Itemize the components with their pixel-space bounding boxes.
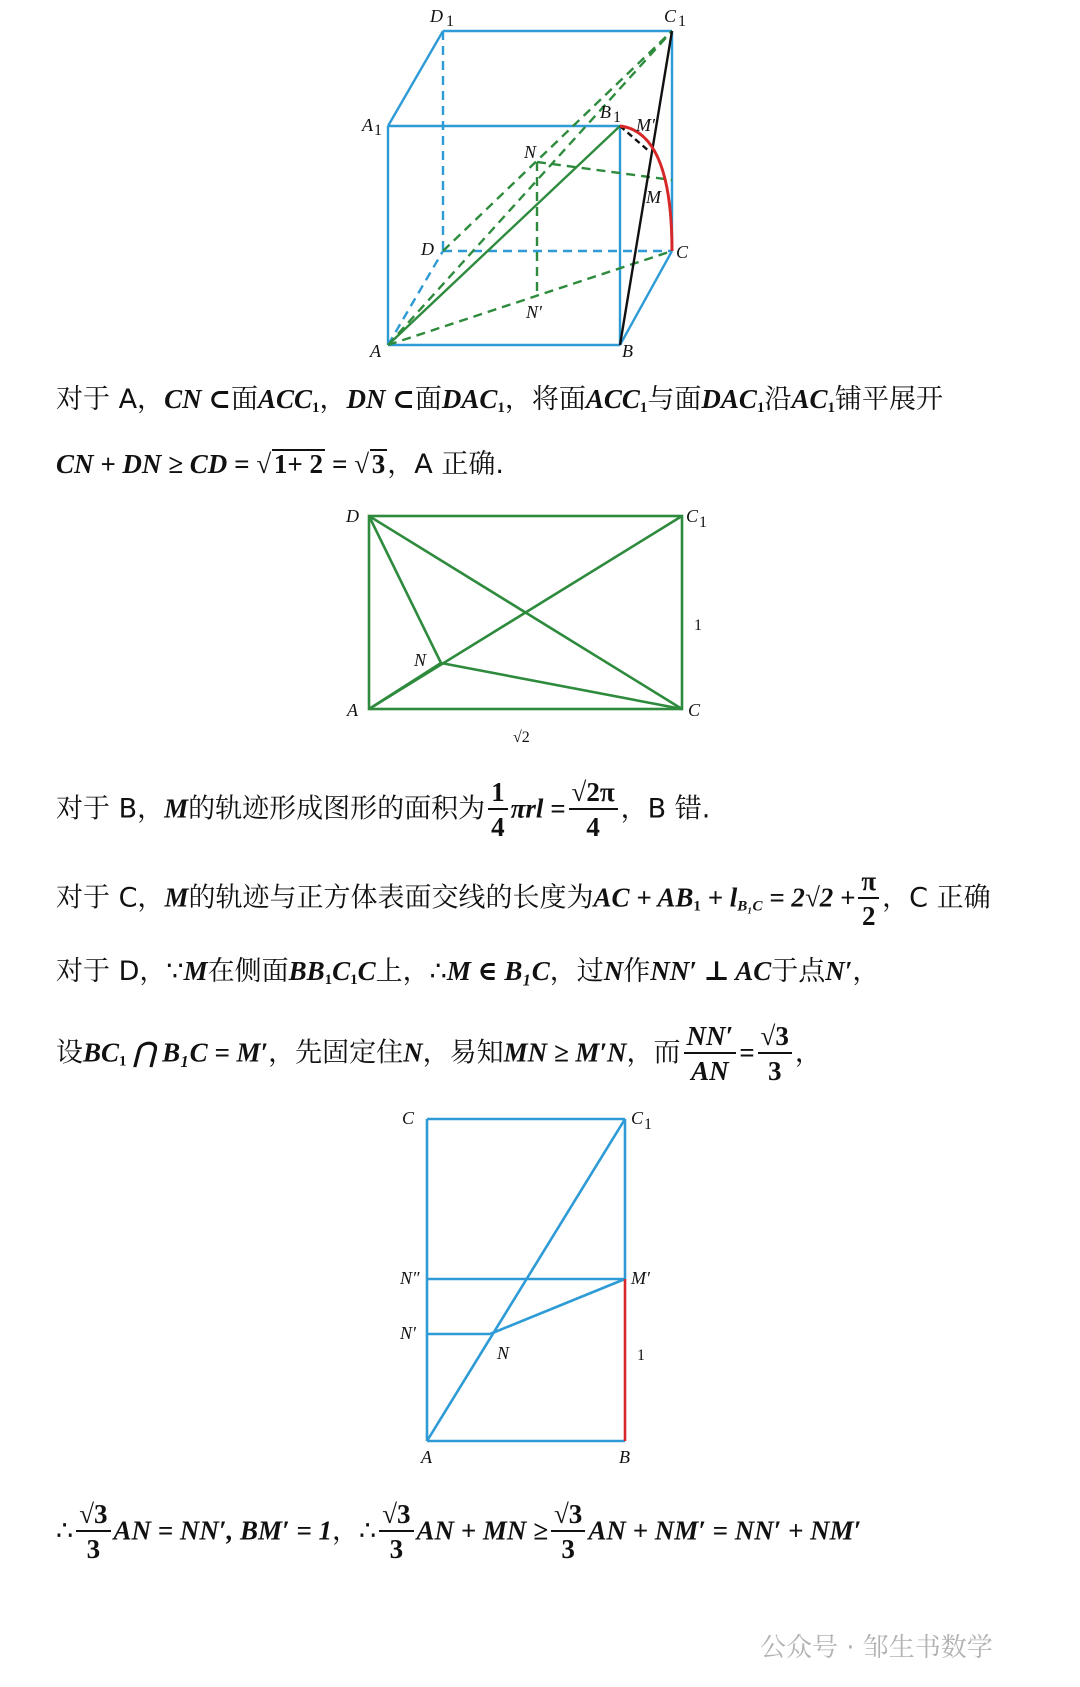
- svg-text:1: 1: [699, 514, 707, 531]
- text-line-d2: 设$BC_1$ ⋂ B₁C = M′，先固定住N，易知MN ≥ M′N，而 $\frac{NN'}{AN}$ = $\frac{√3}{3}$ ，: [56, 1021, 822, 1087]
- svg-text:C: C: [686, 506, 699, 526]
- svg-text:B: B: [622, 341, 633, 361]
- svg-text:A: A: [362, 115, 373, 135]
- text-line-c: 对于 C，M的轨迹与正方体表面交线的长度为AC + $AB_1 + l_{B_1C} = 2√2$ + $\frac{\pi}{2}$ ，C 正确: [56, 866, 991, 932]
- green-dashed: [388, 31, 672, 345]
- section-figure: [0, 1100, 1080, 1480]
- text-line-last: ∴ $\frac{√3}{3}$ AN = NN′, BM′ = 1，∴ $\frac{√3}{3}$ AN + MN ≥ $\frac{√3}{3}$ AN + NM′ = NN′ + NM′: [56, 1499, 862, 1565]
- svg-text:N′: N′: [400, 1323, 416, 1343]
- green-lines: [388, 126, 620, 345]
- svg-text:D: D: [421, 239, 434, 259]
- svg-text:1: 1: [446, 13, 454, 30]
- svg-text:√2: √2: [513, 729, 530, 746]
- svg-text:C: C: [664, 6, 677, 26]
- svg-text:1: 1: [637, 1347, 645, 1364]
- text-line-a1: 对于 A，CN ⊂面$ACC_1$，DN ⊂面$DAC_1$，将面$ACC_1$与面$DAC_1$沿$AC_1$铺平展开: [56, 384, 943, 416]
- text-line-a2: CN + DN ≥ CD = √ 1+ 2 = √ 3，A 正确.: [56, 449, 504, 480]
- svg-text:A: A: [347, 700, 358, 720]
- svg-text:C: C: [676, 242, 689, 262]
- svg-text:C: C: [402, 1108, 415, 1128]
- text-line-d1: 对于 D，∵M在侧面$BB_1C_1C$上，∴M ∈ B₁C，过N作NN′ ⊥ AC于点N′，: [56, 956, 880, 988]
- svg-text:1: 1: [644, 1116, 652, 1133]
- svg-text:M′: M′: [631, 1268, 650, 1288]
- svg-text:A: A: [370, 341, 381, 361]
- section-labels: [399, 1108, 652, 1467]
- svg-text:D: D: [346, 506, 359, 526]
- svg-text:1: 1: [678, 13, 686, 30]
- svg-text:B: B: [619, 1447, 630, 1467]
- svg-text:B: B: [600, 102, 611, 122]
- svg-text:D: D: [430, 6, 443, 26]
- svg-text:1: 1: [374, 122, 382, 139]
- svg-text:N: N: [524, 142, 537, 162]
- watermark: 公众号 · 邹生书数学: [760, 1633, 993, 1663]
- unfold-figure: [0, 495, 1080, 755]
- cube-figure: [0, 0, 1080, 380]
- svg-text:A: A: [421, 1447, 432, 1467]
- svg-text:1: 1: [613, 109, 621, 126]
- section-lines: [427, 1119, 625, 1441]
- svg-text:N: N: [497, 1343, 510, 1363]
- svg-text:C: C: [688, 700, 701, 720]
- svg-text:C: C: [631, 1108, 644, 1128]
- text-line-b: 对于 B，M的轨迹形成图形的面积为 $\frac{1}{4}$ πrl = $\frac{√2\pi}{4}$ ，B 错.: [56, 777, 711, 843]
- an: [369, 663, 441, 709]
- svg-text:N″: N″: [400, 1268, 420, 1288]
- svg-text:M: M: [646, 187, 661, 207]
- svg-text:1: 1: [694, 617, 702, 634]
- svg-text:N: N: [414, 650, 427, 670]
- svg-text:N′: N′: [526, 302, 542, 322]
- svg-text:M′: M′: [636, 115, 655, 135]
